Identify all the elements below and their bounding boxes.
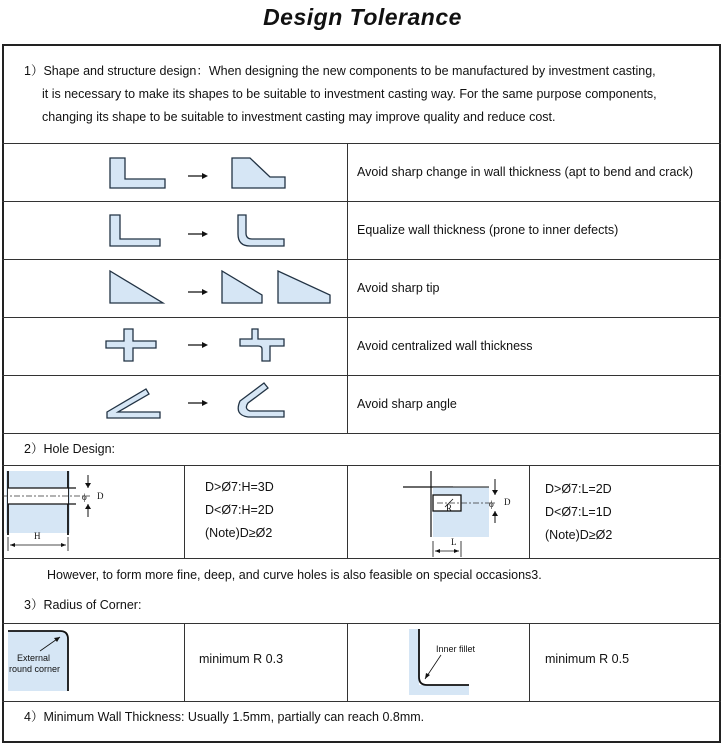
rule-line: D<Ø7:L=1D [545,505,612,519]
minimum-wall-thickness: 4）Minimum Wall Thickness: Usually 1.5mm, partially can reach 0.8mm. [24,710,425,724]
svg-text:ϕ: ϕ [489,499,494,509]
hole-design-note: However, to form more fine, deep, and curve holes is also feasible on special occasions3. [47,568,542,582]
column-divider [529,623,530,701]
column-divider [347,143,348,433]
rule-line: (Note)D≥Ø2 [545,528,613,542]
external-corner-label: round corner [9,664,61,674]
left-hole-rules [205,476,274,545]
external-corner-value: minimum R 0.3 [199,652,284,666]
hole-diameter-label: D [504,497,511,507]
equal-wall-figure [0,201,347,259]
row-label: Avoid centralized wall thickness [357,339,533,353]
column-divider [184,623,185,701]
hole-depth-label: H [34,531,41,541]
hole-diameter-label: D [97,491,104,501]
radius-of-corner-heading: 3）Radius of Corner: [24,598,142,612]
row-divider [2,701,721,702]
rule-line: D<Ø7:H=2D [205,503,274,517]
svg-text:ϕ: ϕ [82,492,87,502]
blind-hole-figure [347,465,529,558]
sharp-tip-figure [0,259,347,317]
wall-thickness-change-figure [0,143,347,201]
row-label: Avoid sharp angle [357,397,457,411]
through-hole-figure [0,465,184,558]
centralized-wall-figure [0,317,347,375]
row-label: Avoid sharp tip [357,281,440,295]
rule-line: (Note)D≥Ø2 [205,526,273,540]
hole-design-heading: 2）Hole Design: [24,442,116,456]
row-label: Equalize wall thickness (prone to inner defects) [357,223,619,237]
row-divider [2,558,721,559]
rule-line: D>Ø7:H=3D [205,480,274,494]
section1-line-1: 1）Shape and structure design：When designing the new components to be manufactured by investment casting, [24,64,656,78]
external-corner-label: External [17,653,51,663]
column-divider [529,465,530,558]
row-divider [2,433,721,434]
inner-fillet-value: minimum R 0.5 [545,652,630,666]
hole-depth-label: L [451,537,457,547]
sharp-angle-figure [0,375,347,433]
right-hole-rules [545,478,612,547]
section1-line-2: it is necessary to make its shapes to be suitable to investment casting way. For the same purpose components, [42,87,657,101]
inner-fillet-figure [347,623,529,701]
fillet-radius-label: R [446,503,453,513]
column-divider [184,465,185,558]
section1-line-3: changing its shape to be suitable to investment casting may improve quality and reduce cost. [42,110,556,124]
rule-line: D>Ø7:L=2D [545,482,612,496]
row-label: Avoid sharp change in wall thickness (apt to bend and crack) [357,165,694,179]
page-title: Design Tolerance [263,4,462,30]
inner-fillet-label: Inner fillet [436,644,476,654]
